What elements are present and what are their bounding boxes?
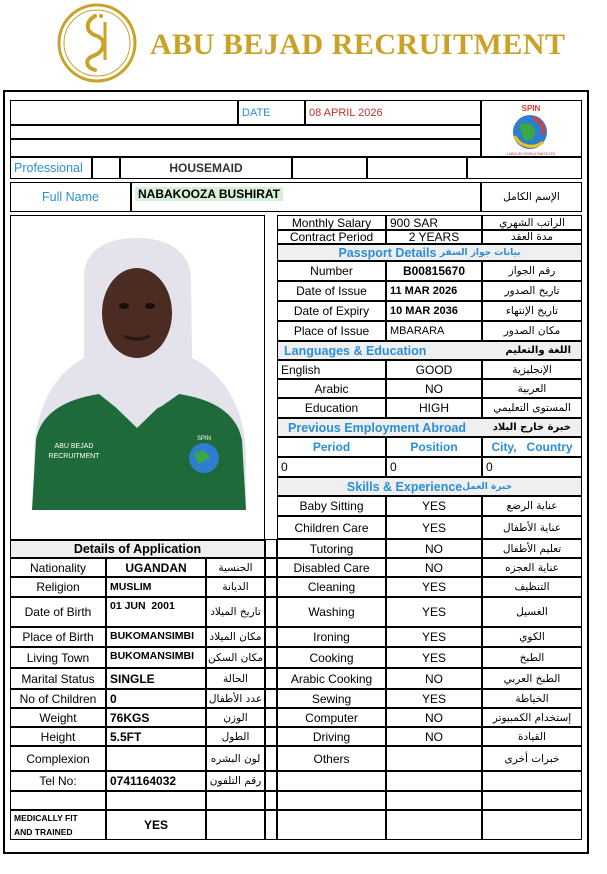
blank-cell — [265, 668, 277, 689]
skill-tutoring-label: Tutoring — [277, 539, 386, 558]
passport-place-ar: مكان الصدور — [482, 321, 582, 341]
professional-value: HOUSEMAID — [120, 157, 292, 179]
languages-title: Languages & Education — [284, 343, 427, 358]
language-english-value: GOOD — [386, 360, 482, 379]
blank-cell — [265, 577, 277, 597]
app-date-of-birth-ar: تاريخ الميلاد — [206, 597, 265, 627]
contract-value: 2 YEARS — [386, 230, 482, 244]
full-name-cell — [131, 182, 481, 212]
blank-cell — [265, 746, 277, 771]
education-value: HIGH — [386, 398, 482, 418]
skill-sewing-ar: الخياطة — [482, 689, 582, 708]
monthly-salary-label: Monthly Salary — [277, 215, 386, 230]
blank-cell — [292, 157, 367, 179]
blank-cell — [277, 810, 386, 840]
medical-label-2: AND TRAINED — [14, 827, 73, 837]
languages-section-header — [277, 341, 582, 360]
employment-period-header: Period — [277, 437, 386, 457]
skill-tutoring-ar: تعليم الأطفال — [482, 539, 582, 558]
passport-issue-value: 11 MAR 2026 — [386, 281, 482, 301]
blank-cell — [265, 791, 277, 810]
skill-washing-value: YES — [386, 597, 482, 627]
app-tel-no-label: Tel No: — [10, 771, 106, 791]
app-living-town-ar: مكان السكن — [206, 647, 265, 668]
app-no-of-children-label: No of Children — [10, 689, 106, 708]
skill-disabled-care-ar: عناية العجزه — [482, 558, 582, 577]
employment-city-header: City, Country — [482, 437, 582, 457]
skill-cleaning-ar: التنظيف — [482, 577, 582, 597]
full-name-value: NABAKOOZA BUSHIRAT — [135, 187, 283, 201]
app-religion-ar: الديانة — [206, 577, 265, 597]
app-religion-value: MUSLIM — [106, 577, 206, 597]
blank-cell — [265, 539, 277, 558]
skill-cleaning-value: YES — [386, 577, 482, 597]
skill-computer-ar: إستخدام الكمبيوتر — [482, 708, 582, 727]
app-weight-ar: الوزن — [206, 708, 265, 727]
skill-cleaning-label: Cleaning — [277, 577, 386, 597]
language-english-label: English — [277, 360, 386, 379]
blank-cell — [265, 810, 277, 840]
passport-issue-ar: تاريخ الصدور — [482, 281, 582, 301]
agency-logo-text: SPIN — [521, 103, 540, 113]
medical-label-cell — [10, 810, 106, 840]
professional-label: Professional — [10, 157, 92, 179]
blank-cell — [10, 100, 238, 125]
skill-arabic-cooking-value: NO — [386, 668, 482, 689]
skill-tutoring-value: NO — [386, 539, 482, 558]
app-place-of-birth-ar: مكان الميلاد — [206, 627, 265, 647]
blank-cell — [265, 771, 277, 791]
passport-number-value: B00815670 — [386, 261, 482, 281]
app-weight-label: Weight — [10, 708, 106, 727]
full-name-label: Full Name — [10, 182, 131, 212]
shirt-text-2: RECRUITMENT — [48, 453, 100, 460]
candidate-photo — [14, 218, 263, 538]
skill-sewing-label: Sewing — [277, 689, 386, 708]
skill-disabled-care-label: Disabled Care — [277, 558, 386, 577]
blank-cell — [386, 791, 482, 810]
blank-cell — [106, 791, 206, 810]
blank-cell — [467, 157, 582, 179]
passport-place-value: MBARARA — [386, 321, 482, 341]
employment-title: Previous Employment Abroad — [288, 420, 467, 435]
app-nationality-ar: الجنسية — [206, 558, 265, 577]
skill-children-care-value: YES — [386, 516, 482, 539]
app-marital-status-ar: الحالة — [206, 668, 265, 689]
full-name-ar: الإسم الكامل — [481, 182, 582, 212]
company-name: ABU BEJAD RECRUITMENT — [150, 28, 566, 61]
app-living-town-label: Living Town — [10, 647, 106, 668]
app-tel-no-value: 0741164032 — [106, 771, 206, 791]
blank-cell — [265, 558, 277, 577]
blank-cell — [265, 597, 277, 627]
agency-logo-subtext: LABOUR CONSULTANTS LTD — [506, 151, 555, 156]
blank-cell — [265, 647, 277, 668]
app-nationality-value: UGANDAN — [106, 558, 206, 577]
skill-baby-sitting-label: Baby Sitting — [277, 496, 386, 516]
skill-sewing-value: YES — [386, 689, 482, 708]
skill-disabled-care-value: NO — [386, 558, 482, 577]
education-ar: المستوى التعليمي — [482, 398, 582, 418]
passport-title: Passport Details — [338, 245, 437, 260]
skill-children-care-label: Children Care — [277, 516, 386, 539]
app-no-of-children-ar: عدد الأطفال — [206, 689, 265, 708]
skill-cooking-label: Cooking — [277, 647, 386, 668]
app-weight-value: 76KGS — [106, 708, 206, 727]
skill-others-label: Others — [277, 746, 386, 771]
blank-cell — [482, 771, 582, 791]
language-arabic-value: NO — [386, 379, 482, 398]
skill-ironing-value: YES — [386, 627, 482, 647]
blank-cell — [386, 771, 482, 791]
skill-others-value — [386, 746, 482, 771]
skill-driving-label: Driving — [277, 727, 386, 746]
app-date-of-birth-label: Date of Birth — [10, 597, 106, 627]
app-place-of-birth-value: BUKOMANSIMBI — [106, 627, 206, 647]
app-marital-status-label: Marital Status — [10, 668, 106, 689]
app-height-value: 5.5FT — [106, 727, 206, 746]
passport-title-ar: بيانات جواز السفر — [439, 247, 521, 258]
skill-driving-ar: القيادة — [482, 727, 582, 746]
medical-value: YES — [106, 810, 206, 840]
agency-logo — [481, 100, 582, 157]
app-complexion-label: Complexion — [10, 746, 106, 771]
language-arabic-label: Arabic — [277, 379, 386, 398]
blank-cell — [482, 791, 582, 810]
skills-title-ar: خبرة العمل — [462, 481, 513, 492]
blank-cell — [206, 810, 265, 840]
blank-cell — [265, 708, 277, 727]
app-no-of-children-value: 0 — [106, 689, 206, 708]
skill-computer-label: Computer — [277, 708, 386, 727]
contract-label: Contract Period — [277, 230, 386, 244]
date-label: DATE — [238, 100, 305, 125]
languages-title-ar: اللغة والتعليم — [505, 345, 571, 356]
contract-ar: مدة العقد — [482, 230, 582, 244]
app-living-town-value: BUKOMANSIMBI — [106, 647, 206, 668]
employment-position-value: 0 — [386, 457, 482, 477]
skill-children-care-ar: عناية الأطفال — [482, 516, 582, 539]
passport-expiry-ar: تاريخ الإنتهاء — [482, 301, 582, 321]
passport-section-header — [277, 244, 582, 261]
shirt-logo: SPIN — [196, 436, 212, 442]
date-value: 08 APRIL 2026 — [305, 100, 481, 125]
blank-cell — [277, 791, 386, 810]
app-place-of-birth-label: Place of Birth — [10, 627, 106, 647]
shirt-text-1: ABU BEJAD — [54, 443, 94, 450]
medical-label-1: MEDICALLY FIT — [14, 813, 78, 823]
skill-computer-value: NO — [386, 708, 482, 727]
app-marital-status-value: SINGLE — [106, 668, 206, 689]
app-height-label: Height — [10, 727, 106, 746]
skill-others-ar: خبرات أخرى — [482, 746, 582, 771]
app-complexion-ar: لون البشره — [206, 746, 265, 771]
passport-place-label: Place of Issue — [277, 321, 386, 341]
blank-cell — [10, 125, 481, 139]
skill-driving-value: NO — [386, 727, 482, 746]
skill-ironing-label: Ironing — [277, 627, 386, 647]
skill-ironing-ar: الكوي — [482, 627, 582, 647]
employment-city-value: 0 — [482, 457, 582, 477]
skill-washing-label: Washing — [277, 597, 386, 627]
app-date-of-birth-value: 01 JUN 2001 — [106, 597, 206, 627]
blank-cell — [367, 157, 467, 179]
employment-position-header: Position — [386, 437, 482, 457]
employment-title-ar: خبرة خارج البلاد — [492, 422, 571, 433]
blank-cell — [92, 157, 120, 179]
monthly-salary-value: 900 SAR — [386, 215, 482, 230]
employment-period-value: 0 — [277, 457, 386, 477]
employment-section-header — [277, 418, 582, 437]
skill-washing-ar: الغسيل — [482, 597, 582, 627]
passport-number-ar: رقم الجواز — [482, 261, 582, 281]
app-religion-label: Religion — [10, 577, 106, 597]
app-tel-no-ar: رقم التلفون — [206, 771, 265, 791]
monthly-salary-ar: الراتب الشهري — [482, 215, 582, 230]
skills-title: Skills & Experience — [346, 479, 463, 494]
blank-cell — [10, 791, 106, 810]
skill-cooking-ar: الطبخ — [482, 647, 582, 668]
skill-arabic-cooking-ar: الطبخ العربي — [482, 668, 582, 689]
app-nationality-label: Nationality — [10, 558, 106, 577]
blank-cell — [10, 139, 481, 157]
skill-cooking-value: YES — [386, 647, 482, 668]
blank-cell — [482, 810, 582, 840]
passport-number-label: Number — [277, 261, 386, 281]
blank-cell — [277, 771, 386, 791]
app-complexion-value — [106, 746, 206, 771]
blank-cell — [265, 689, 277, 708]
blank-cell — [206, 791, 265, 810]
application-section-header: Details of Application — [10, 540, 265, 558]
passport-issue-label: Date of Issue — [277, 281, 386, 301]
language-english-ar: الإنجليزية — [482, 360, 582, 379]
company-logo — [55, 2, 140, 84]
passport-expiry-label: Date of Expiry — [277, 301, 386, 321]
app-height-ar: الطول — [206, 727, 265, 746]
blank-cell — [386, 810, 482, 840]
skills-section-header — [277, 477, 582, 496]
blank-cell — [265, 627, 277, 647]
blank-cell — [265, 727, 277, 746]
language-arabic-ar: العربية — [482, 379, 582, 398]
skill-baby-sitting-ar: عناية الرضع — [482, 496, 582, 516]
education-label: Education — [277, 398, 386, 418]
passport-expiry-value: 10 MAR 2036 — [386, 301, 482, 321]
skill-arabic-cooking-label: Arabic Cooking — [277, 668, 386, 689]
skill-baby-sitting-value: YES — [386, 496, 482, 516]
